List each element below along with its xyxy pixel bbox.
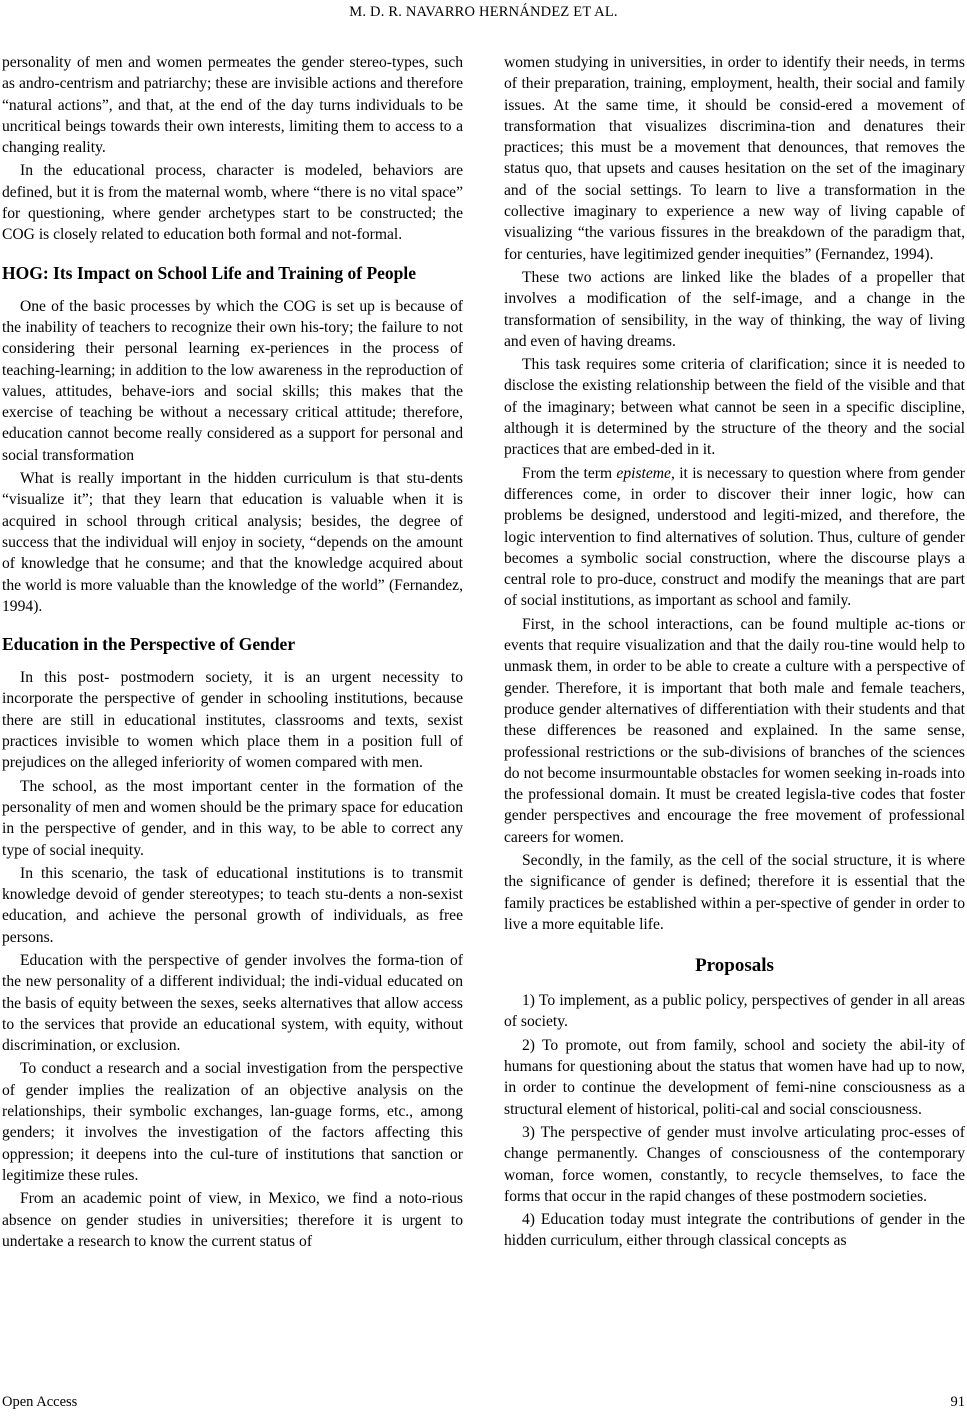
paragraph: One of the basic processes by which the COG is set up is because of the inability of teachers to recognize their own his-tory; the failure to not considering their personal learning ex-periences in the process of teaching-learning; in addition to the low awareness in the reproduction of values, attitudes, behave-iors and social skills; this makes that the exercise of teaching be without a necessary critical attitude; therefore, education cannot become really considered as a support for personal and social transformation — [2, 297, 463, 464]
section-heading: HOG: Its Impact on School Life and Training of People — [2, 262, 417, 283]
paragraph: These two actions are linked like the blades of a propeller that involves a modification of the self-image, and a change in the transformation of sensibility, in the way of thinking, the way of living and even of having dreams. — [504, 268, 965, 350]
paragraph: From an academic point of view, in Mexico, we find a noto-rious absence on gender studies in universities; therefore it is urgent to undertake a research to know the current status of — [2, 1190, 463, 1250]
emphasis-term: episteme — [616, 464, 671, 482]
left-column — [2, 52, 463, 1252]
paragraph: Education with the perspective of gender involves the forma-tion of the new personality of a different individual; the indi-vidual educated on the basis of equity between the sexes, seeks alternatives that allow access to the services that provide an educational system, with equity, without discrimination, or exclusion. — [2, 951, 463, 1055]
paragraph: The school, as the most important center in the formation of the personality of men and women should be the primary space for education in the perspective of gender, and in this way, to be able to correct any type of social inequity. — [2, 777, 463, 859]
page-number: 91 — [950, 1394, 965, 1410]
section-heading: Proposals — [695, 955, 774, 977]
paragraph: 2) To promote, out from family, school and society the abil-ity of humans for questioning about the status that women have had up to now, in order to continue the development of femi-nine consciousness as a structural element of historical, politi-cal and social consciousness. — [504, 1036, 965, 1118]
section-heading: Education in the Perspective of Gender — [2, 634, 296, 655]
paragraph: In this scenario, the task of educational institutions is to transmit knowledge devoid of gender stereotypes; to teach stu-dents a non-sexist education, and achieve the personal growth of individuals, as free persons. — [2, 864, 463, 946]
paragraph-text: , it is necessary to question where from gender differences come, in order to discover their inner logic, how can problems be designed, understood and legiti-mized, and therefore, the logic intervention to find alternatives of solution. Thus, culture of gender becomes a symbolic social construction, where the discourse plays a central role to pro-duce, construct and modify the meanings that are part of social institutions, as important as school and family. — [504, 464, 965, 610]
paragraph: Secondly, in the family, as the cell of the social structure, it is where the significance of gender is defined; therefore it is essential that the family practices be established within a per-spective of gender in order to live a more equitable life. — [504, 851, 965, 933]
paragraph: First, in the school interactions, can be found multiple ac-tions or events that require visualization and that the daily rou-tine would help to unmask them, in order to be able to create a culture with a perspective of gender. Therefore, it is important that both male and female teachers, produce gender alternatives of differentiation with their students and that these differences be reasoned and explained. In the same sense, professional restrictions or the sub-divisions of branches of the sciences do not become insurmountable obstacles for women seeking in-roads into the professional domain. It must be created legisla-tive codes that foster gender perspectives and encourage the free movement of professional careers for women. — [504, 615, 965, 846]
paragraph: In the educational process, character is modeled, behaviors are defined, but it is from the maternal womb, where “there is no vital space” for questioning, where gender archetypes start to be constructed; the COG is closely related to education both formal and not-formal. — [2, 162, 463, 244]
footer-open-access: Open Access — [2, 1394, 78, 1410]
paragraph — [504, 463, 965, 612]
right-column — [504, 52, 965, 1252]
running-header: M. D. R. NAVARRO HERNÁNDEZ ET AL. — [349, 4, 618, 20]
paragraph: 4) Education today must integrate the contributions of gender in the hidden curriculum, either through classical concepts as — [504, 1211, 965, 1250]
paragraph: This task requires some criteria of clarification; since it is needed to disclose the existing relationship between the field of the visible and that of the imaginary; between what cannot be seen in a specific discipline, although it is determined by the structure of the theory and the social practices that are embed-ded in it. — [504, 356, 965, 459]
paragraph: To conduct a research and a social investigation from the perspective of gender implies the realization of an objective analysis on the relationships, their symbolic exchanges, lan-guage forms, etc., among genders; it involves the investigation of the factors affecting this oppression; it deepens into the cul-ture of institutions that sanction or legitimize these rules. — [2, 1060, 463, 1184]
paragraph: 1) To implement, as a public policy, perspectives of gender in all areas of society. — [504, 992, 965, 1031]
paragraph: personality of men and women permeates the gender stereo-types, such as andro-centrism and patriarchy; these are invisible actions and therefore “natural actions”, and that, at the end of the day turns individuals to be uncritical beings towards their own interests, limiting them to access to a changing reality. — [2, 54, 463, 157]
paragraph: In this post- postmodern society, it is an urgent necessity to incorporate the perspective of gender in schooling institutions, because there are still in educational institutes, classrooms and texts, sexist practices invisible to women which place them in a position full of prejudices on the alleged inferiority of women compared with men. — [2, 669, 463, 772]
paragraph: 3) The perspective of gender must involve articulating proc-esses of change permanently. Changes of consciousness of the contemporary woman, force women, constantly, to recycle themselves, to face the forms that occur in the rapid changes of these postmodern societies. — [504, 1123, 965, 1205]
paragraph: What is really important in the hidden curriculum is that stu-dents “visualize it”; that they learn that education is valuable when it is acquired in school through critical analysis; besides, the degree of success that the individual will enjoy in society, “depends on the amount of knowledge that he consume; and that the knowledge acquired about the world is more valuable than the knowledge of the world” (Fernandez, 1994). — [2, 470, 463, 615]
paragraph-text: From the term — [522, 464, 617, 482]
paragraph: women studying in universities, in order to identify their needs, in terms of their preparation, training, employment, health, their social and family issues. At the same time, it should be consid-ered a movement of transformation that visualizes discrimina-tion and denatures their practices; this must be a movement that denounces, that removes the status quo, that upsets and causes hesitation on the set of the imaginary and of the social settings. To learn to live a transformation in the collective imaginary to experience a new way of living capable of visualizing “the various fissures in the breakdown of the paradigm that, for centuries, have legitimized gender inequities” (Fernandez, 1994). — [504, 54, 965, 263]
